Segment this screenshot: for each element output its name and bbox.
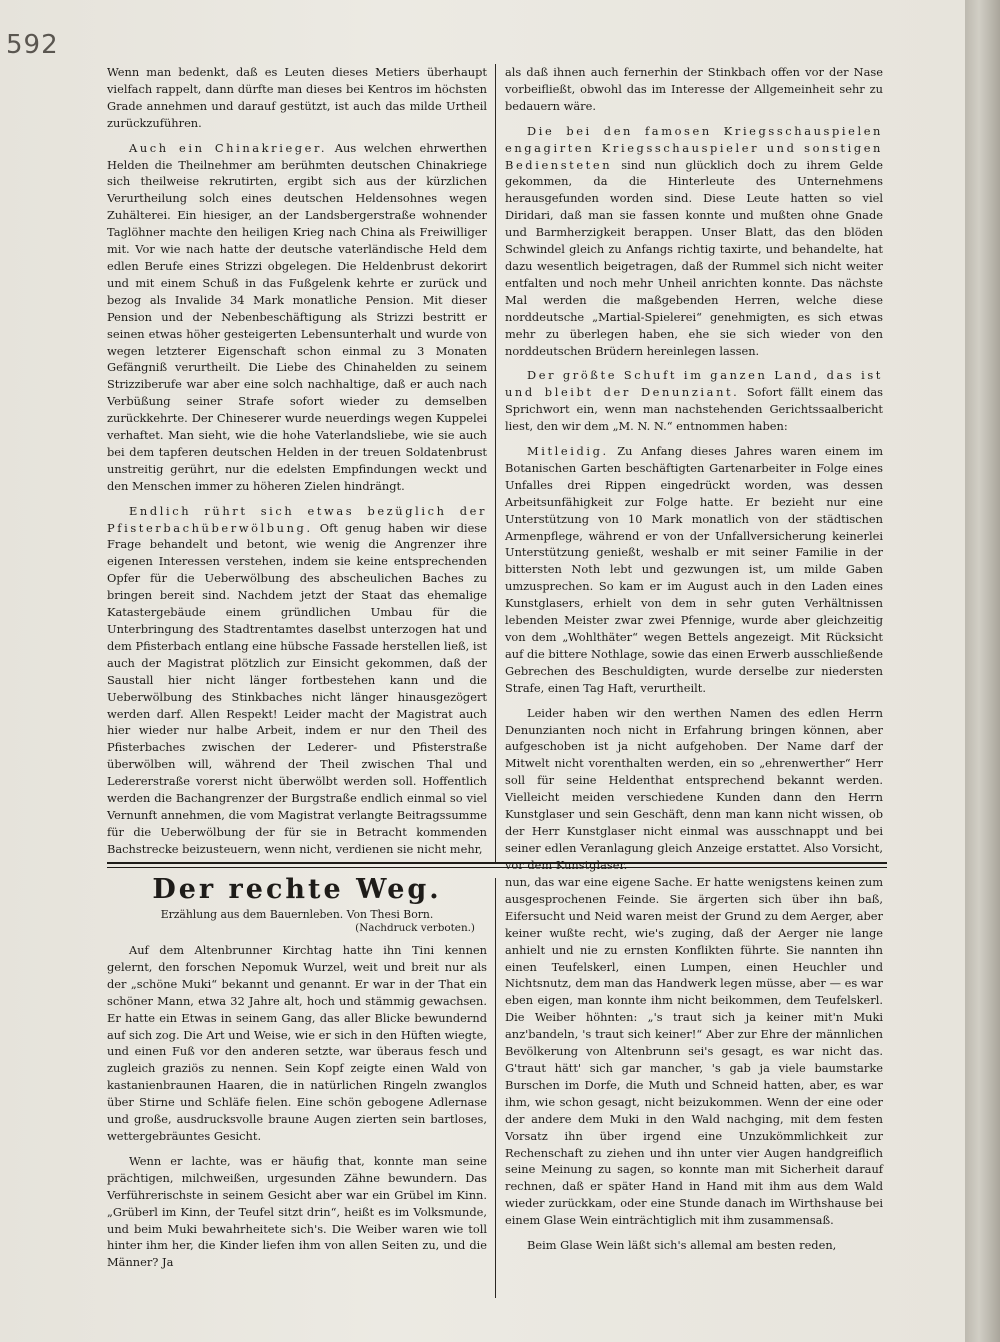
column-divider <box>495 878 496 1298</box>
story-title: Der rechte Weg. <box>152 874 442 905</box>
article-paragraph: Auch ein Chinakrieger. Aus welchen ehrwerthen Helden die Theilnehmer am berühmten deutschen Chinakriege sich theilweise rekrutirten, ergibt sich aus der kürzlichen Verurtheilung solch eines deutschen Heldensohnes wegen Zuhälterei. Ein hiesiger, an der Landsbergerstraße wohnender Taglöhner machte den heiligen Krieg nach China als Freiwilliger mit. Vor wie nach hatte der deutsche vaterländische Held dem edlen Berufe eines Strizzi obgelegen. Die Heldenbrust dekorirt und mit einem Schuß in das Fußgelenk kehrte er zurück und bezog als Invalide 34 Mark monatliche Pension. Mit dieser Pension und der Nebenbeschäftigung als Strizzi bestritt er seinen etwas höher gesteigerten Lebensunterhalt und wurde von wegen letzterer Eigenschaft schon einmal zu 3 Monaten Gefängniß verurtheilt. Die Liebe des Chinahelden zu seinem Strizziberufe war aber eine solch nachhaltige, daß er auch nach Verbüßung seiner Strafe sofort wieder zu demselben zurückkehrte. Der Chineserer wurde neuerdings wegen Kuppelei verhaftet. Man sieht, wie die hohe Vaterlandsliebe, wie sie auch bei dem tapferen deutschen Helden in der treuen Soldatenbrust unstreitig gerührt, nur die edelsten Empfindungen weckt und den Menschen immer zu höheren Zielen hindrängt. <box>107 140 488 493</box>
article-paragraph: Der größte Schuft im ganzen Land, das ist und bleibt der Denunziant. Sofort fällt einem das Sprichwort ein, wenn man nachstehenden Gerichtssaalbericht liest, den wir dem „M. N. N.“ entnommen haben: <box>505 368 883 434</box>
article-heading: Die bei den famosen Kriegsschauspielen engagirten Kriegsschauspieler und sonstigen Bediensteten <box>505 123 883 172</box>
page-number: 592 <box>6 30 59 60</box>
column-top-left <box>107 64 487 866</box>
page-edge <box>965 0 1000 1342</box>
column-bottom-right <box>505 874 883 1262</box>
column-divider <box>495 64 496 862</box>
column-bottom-left <box>107 942 487 1279</box>
column-top-right <box>505 64 883 882</box>
story-paragraph: nun, das war eine eigene Sache. Er hatte wenigstens keinen zum ausgesprochenen Feinde. Sie ärgerten sich über ihn baß, Eifersucht und Neid waren meist der Grund zu dem Aerger, aber keiner wußte recht, wie's zuging, daß der Aerger nie lange anhielt und nie zu ernsten Konflikten führte. Sie nannten ihn einen Teufelskerl, einen Lumpen, einen Heuchler und Nichtsnutz, dem man das Handwerk legen müsse, aber — es war eben eigen, man konnte ihm nicht beikommen, dem Teufelskerl. Die Weiber höhnten: „'s traut sich ja keiner mit'n Muki anz'bandeln, 's traut sich keiner!“ Aber zur Ehre der männlichen Bevölkerung von Altenbrunn sei's gesagt, es war nicht das. G'traut hätt' sich gar mancher, 's gab ja viele baumstarke Burschen im Dorfe, die Muth und Schneid hatten, aber, es war ihm, wie schon gesagt, nicht beizukommen. Wenn der eine oder der andere dem Muki in den Wald nachging, mit dem festen Vorsatz ihn über irgend eine Unzukömmlichkeit zur Rechenschaft zu ziehen und ihn unter vier Augen handgreiflich seine Meinung zu sagen, so konnte man mit Sicherheit darauf rechnen, daß er später Hand in Hand mit ihm aus dem Wald wieder zurückkam, oder eine Stunde danach im Wirthshause bei einem Glase Wein einträchtiglich mit ihm zusammensaß. <box>505 875 883 1228</box>
article-paragraph: Wenn man bedenkt, daß es Leuten dieses Metiers überhaupt vielfach rappelt, dann dürfte man dieses bei Kentros im höchsten Grade annehmen und darauf gestützt, ist auch das milde Urtheil zurückzuführen. <box>107 65 487 130</box>
article-heading: Der größte Schuft im ganzen Land, das ist und bleibt der Denunziant. <box>505 368 883 400</box>
article-heading: Endlich rührt sich etwas bezüglich der Pfisterbachüberwölbung. <box>107 503 487 535</box>
article-paragraph: als daß ihnen auch fernerhin der Stinkbach offen vor der Nase vorbeifließt, obwohl das im Interesse der Allgemeinheit sehr zu bedauern wäre. <box>505 65 883 113</box>
reprint-notice: (Nachdruck verboten.) <box>355 922 475 934</box>
story-paragraph: Auf dem Altenbrunner Kirchtag hatte ihn Tini kennen gelernt, den forschen Nepomuk Wurzel, weit und breit nur als der „schöne Muki“ bekannt und genannt. Er war in der That ein schöner Mann, etwa 32 Jahre alt, hoch und stämmig gewachsen. Er hatte ein Etwas in seinem Gang, das aller Blicke bewundernd auf sich zog. Die Art und Weise, wie er sich in den Hüften wiegte, und einen Fuß vor den anderen setzte, war überaus fesch und zugleich graziös zu nennen. Sein Kopf zeigte einen Wald von kastanienbraunen Haaren, die in natürlichen Ringeln zwanglos über Stirne und Schläfe fielen. Eine schön gebogene Adlernase und große, ausdrucksvolle braune Augen zierten sein bartloses, wettergebräuntes Gesicht. <box>107 943 487 1143</box>
story-subtitle: Erzählung aus dem Bauernleben. Von Thesi Born. <box>160 908 434 921</box>
section-divider-thin <box>107 867 887 868</box>
article-heading: Auch ein Chinakrieger. <box>129 140 328 155</box>
article-paragraph: Endlich rührt sich etwas bezüglich der Pfisterbachüberwölbung. Oft genug haben wir diese Frage behandelt und betont, wie wenig die Angrenzer ihre eigenen Interessen verstehen, indem sie keine entsprechenden Opfer für die Ueberwölbung des abscheulichen Baches zu bringen bereit sind. Nachdem jetzt der Staat das ehemalige Katastergebäude einem gründlichen Umbau für die Unterbringung des Stadtrentamtes daselbst unterzogen hat und dem Pfisterbach entlang eine hübsche Fassade herstellen ließ, ist auch der Magistrat plötzlich zur Einsicht gekommen, daß der Saustall hier nicht länger fortbestehen kann und die Ueberwölbung des Stinkbaches nicht länger hinausgezögert werden darf. Allen Respekt! Leider macht der Magistrat auch hier wieder nur halbe Arbeit, indem er nur den Theil des Pfisterbaches zwischen der Lederer- und Pfisterstraße überwölben will, während der Theil zwischen Thal und Ledererstraße vorerst nicht überwölbt werden soll. Hoffentlich werden die Bachangrenzer der Burgstraße endlich einmal so viel Vernunft annehmen, die vom Magistrat verlangte Beitragssumme für die Ueberwölbung der für sie in Betracht kommenden Bachstrecke beizusteuern, wenn nicht, verdienen sie nicht mehr, <box>107 503 487 856</box>
article-paragraph: Die bei den famosen Kriegsschauspielen engagirten Kriegsschauspieler und sonstigen Bediensteten sind nun glücklich doch zu ihrem Gelde gekommen, da die Hinterleute des Unternehmens herausgefunden worden sind. Diese Leute hatten so viel Diridari, daß man sie fassen konnte und mußten ohne Gnade und Barmherzigkeit berappen. Unser Blatt, das den blöden Schwindel gleich zu Anfangs richtig taxirte, und behandelte, hat dazu wesentlich beigetragen, daß der Rummel sich nicht weiter entfalten und noch mehr Unheil anrichten konnte. Das nächste Mal werden die maßgebenden Herren, welche diese norddeutsche „Martial-Spielerei“ genehmigten, es sich etwas mehr zu überlegen haben, ehe sie sich wieder von den norddeutschen Brüdern hereinlegen lassen. <box>505 123 883 358</box>
article-heading: Mitleidig. <box>527 444 609 459</box>
section-divider <box>107 862 887 864</box>
article-paragraph: Mitleidig. Zu Anfang dieses Jahres waren einem im Botanischen Garten beschäftigten Gartenarbeiter in Folge eines Unfalles drei Rippen eingedrückt worden, was dessen Arbeitsunfähigkeit zur Folge hatte. Er bezieht nur eine Unterstützung von 10 Mark monatlich von der städtischen Armenpflege, während er von der Unfallversicherung keinerlei Unterstützung genießt, weshalb er mit seiner Familie in der bittersten Noth lebt und gezwungen ist, um milde Gaben umzusprechen. So kam er im August auch in den Laden eines Kunstglasers, erhielt von dem in sehr guten Verhältnissen lebenden Meister zwar zwei Pfennige, wurde aber gleichzeitig von dem „Wohlthäter“ wegen Bettels angezeigt. Mit Rücksicht auf die bittere Nothlage, sowie das einen Erwerb ausschließende Gebrechen des Beschuldigten, wurde derselbe zur niedersten Strafe, einen Tag Haft, verurtheilt. <box>505 444 884 695</box>
story-paragraph: Wenn er lachte, was er häufig that, konnte man seine prächtigen, milchweißen, urgesunden Zähne bewundern. Das Verführerischste in seinem Gesicht aber war ein Grübel im Kinn. „Grüberl im Kinn, der Teufel sitzt drin“, heißt es im Volksmunde, und beim Muki bewahrheitete sich's. Die Weiber waren wie toll hinter ihm her, die Kinder liefen ihm von allen Seiten zu, und die Männer? Ja <box>107 1153 487 1270</box>
article-paragraph: Leider haben wir den werthen Namen des edlen Herrn Denunzianten noch nicht in Erfahrung bringen können, aber aufgeschoben ist ja nicht aufgehoben. Der Name darf der Mitwelt nicht vorenthalten werden, ein so „ehrenwerther“ Herr soll für seine Heldenthat entsprechend bekannt werden. Vielleicht meiden verschiedene Kunden dann den Herrn Kunstglaser und sein Geschäft, denn man kann nicht wissen, ob der Herr Kunstglaser nicht einmal was ausschnappt und bei seiner edlen Veranlagung gleich Anzeige erstattet. Also Vorsicht, vor dem Kunstglaser. <box>505 705 883 872</box>
story-paragraph: Beim Glase Wein läßt sich's allemal am besten reden, <box>527 1238 837 1253</box>
